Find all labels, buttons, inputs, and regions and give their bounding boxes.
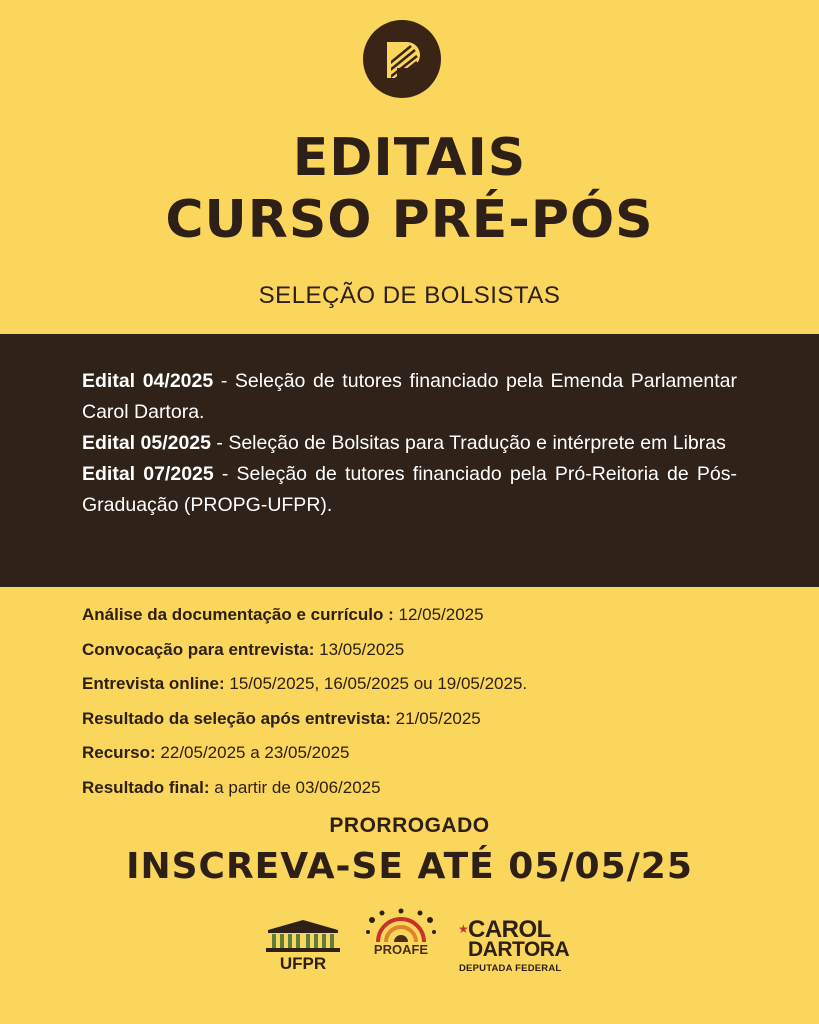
ufpr-logo <box>260 918 346 980</box>
schedule-value: 22/05/2025 a 23/05/2025 <box>155 743 350 763</box>
schedule-label: Resultado final: <box>82 777 210 797</box>
schedule-row <box>82 598 742 633</box>
proafe-logo <box>364 908 438 986</box>
schedule-label: Entrevista online: <box>82 674 225 694</box>
p-logo-icon <box>363 20 441 98</box>
carol-dartora-logo <box>458 916 570 984</box>
edital-desc: - Seleção de tutores financiado pela Emenda Parlamentar Carol Dartora. <box>82 370 737 423</box>
deadline-banner: INSCREVA-SE ATÉ 05/05/25 <box>126 846 693 887</box>
edital-code: Edital 04/2025 <box>82 370 214 392</box>
subtitle: SELEÇÃO DE BOLSISTAS <box>258 282 561 309</box>
p-monogram-icon <box>377 34 427 84</box>
schedule-label: Convocação para entrevista: <box>82 639 315 659</box>
proafe-sun-icon <box>364 908 438 944</box>
title-line-1: EDITAIS <box>292 128 527 188</box>
schedule-label: Resultado da seleção após entrevista: <box>82 708 391 728</box>
schedule-value: 13/05/2025 <box>314 639 405 659</box>
partner-logos <box>0 908 819 988</box>
star-icon: ★ <box>458 922 469 936</box>
edital-code: Edital 07/2025 <box>82 463 214 485</box>
edital-item <box>82 428 737 459</box>
carol-line3: DEPUTADA FEDERAL <box>459 963 562 974</box>
schedule-list <box>82 598 742 806</box>
carol-line1: CAROL <box>468 916 551 943</box>
edital-code: Edital 05/2025 <box>82 432 211 454</box>
title-line-2: CURSO PRÉ-PÓS <box>165 190 654 250</box>
prorrogado-label: PRORROGADO <box>329 814 490 837</box>
edital-item <box>82 366 737 428</box>
schedule-row <box>82 736 742 771</box>
schedule-row <box>82 771 742 806</box>
editais-list <box>82 366 737 521</box>
schedule-label: Análise da documentação e currículo : <box>82 605 394 624</box>
schedule-label: Recurso: <box>82 743 156 763</box>
schedule-value: 12/05/2025 <box>393 605 484 624</box>
ufpr-name: UFPR <box>279 954 327 973</box>
schedule-value: 15/05/2025, 16/05/2025 ou 19/05/2025. <box>224 674 528 694</box>
ufpr-building-icon <box>260 918 346 954</box>
edital-item <box>82 459 737 521</box>
edital-desc: - Seleção de tutores financiado pela Pró-Reitoria de Pós-Graduação (PROPG-UFPR). <box>82 463 737 516</box>
schedule-value: 21/05/2025 <box>390 708 481 728</box>
carol-line2: DARTORA <box>468 938 570 961</box>
schedule-row <box>82 702 742 737</box>
schedule-row <box>82 633 742 668</box>
schedule-value: a partir de 03/06/2025 <box>209 777 381 797</box>
edital-desc: - Seleção de Bolsitas para Tradução e intérprete em Libras <box>211 432 726 454</box>
schedule-row <box>82 667 742 702</box>
proafe-name: PROAFE <box>373 942 429 957</box>
